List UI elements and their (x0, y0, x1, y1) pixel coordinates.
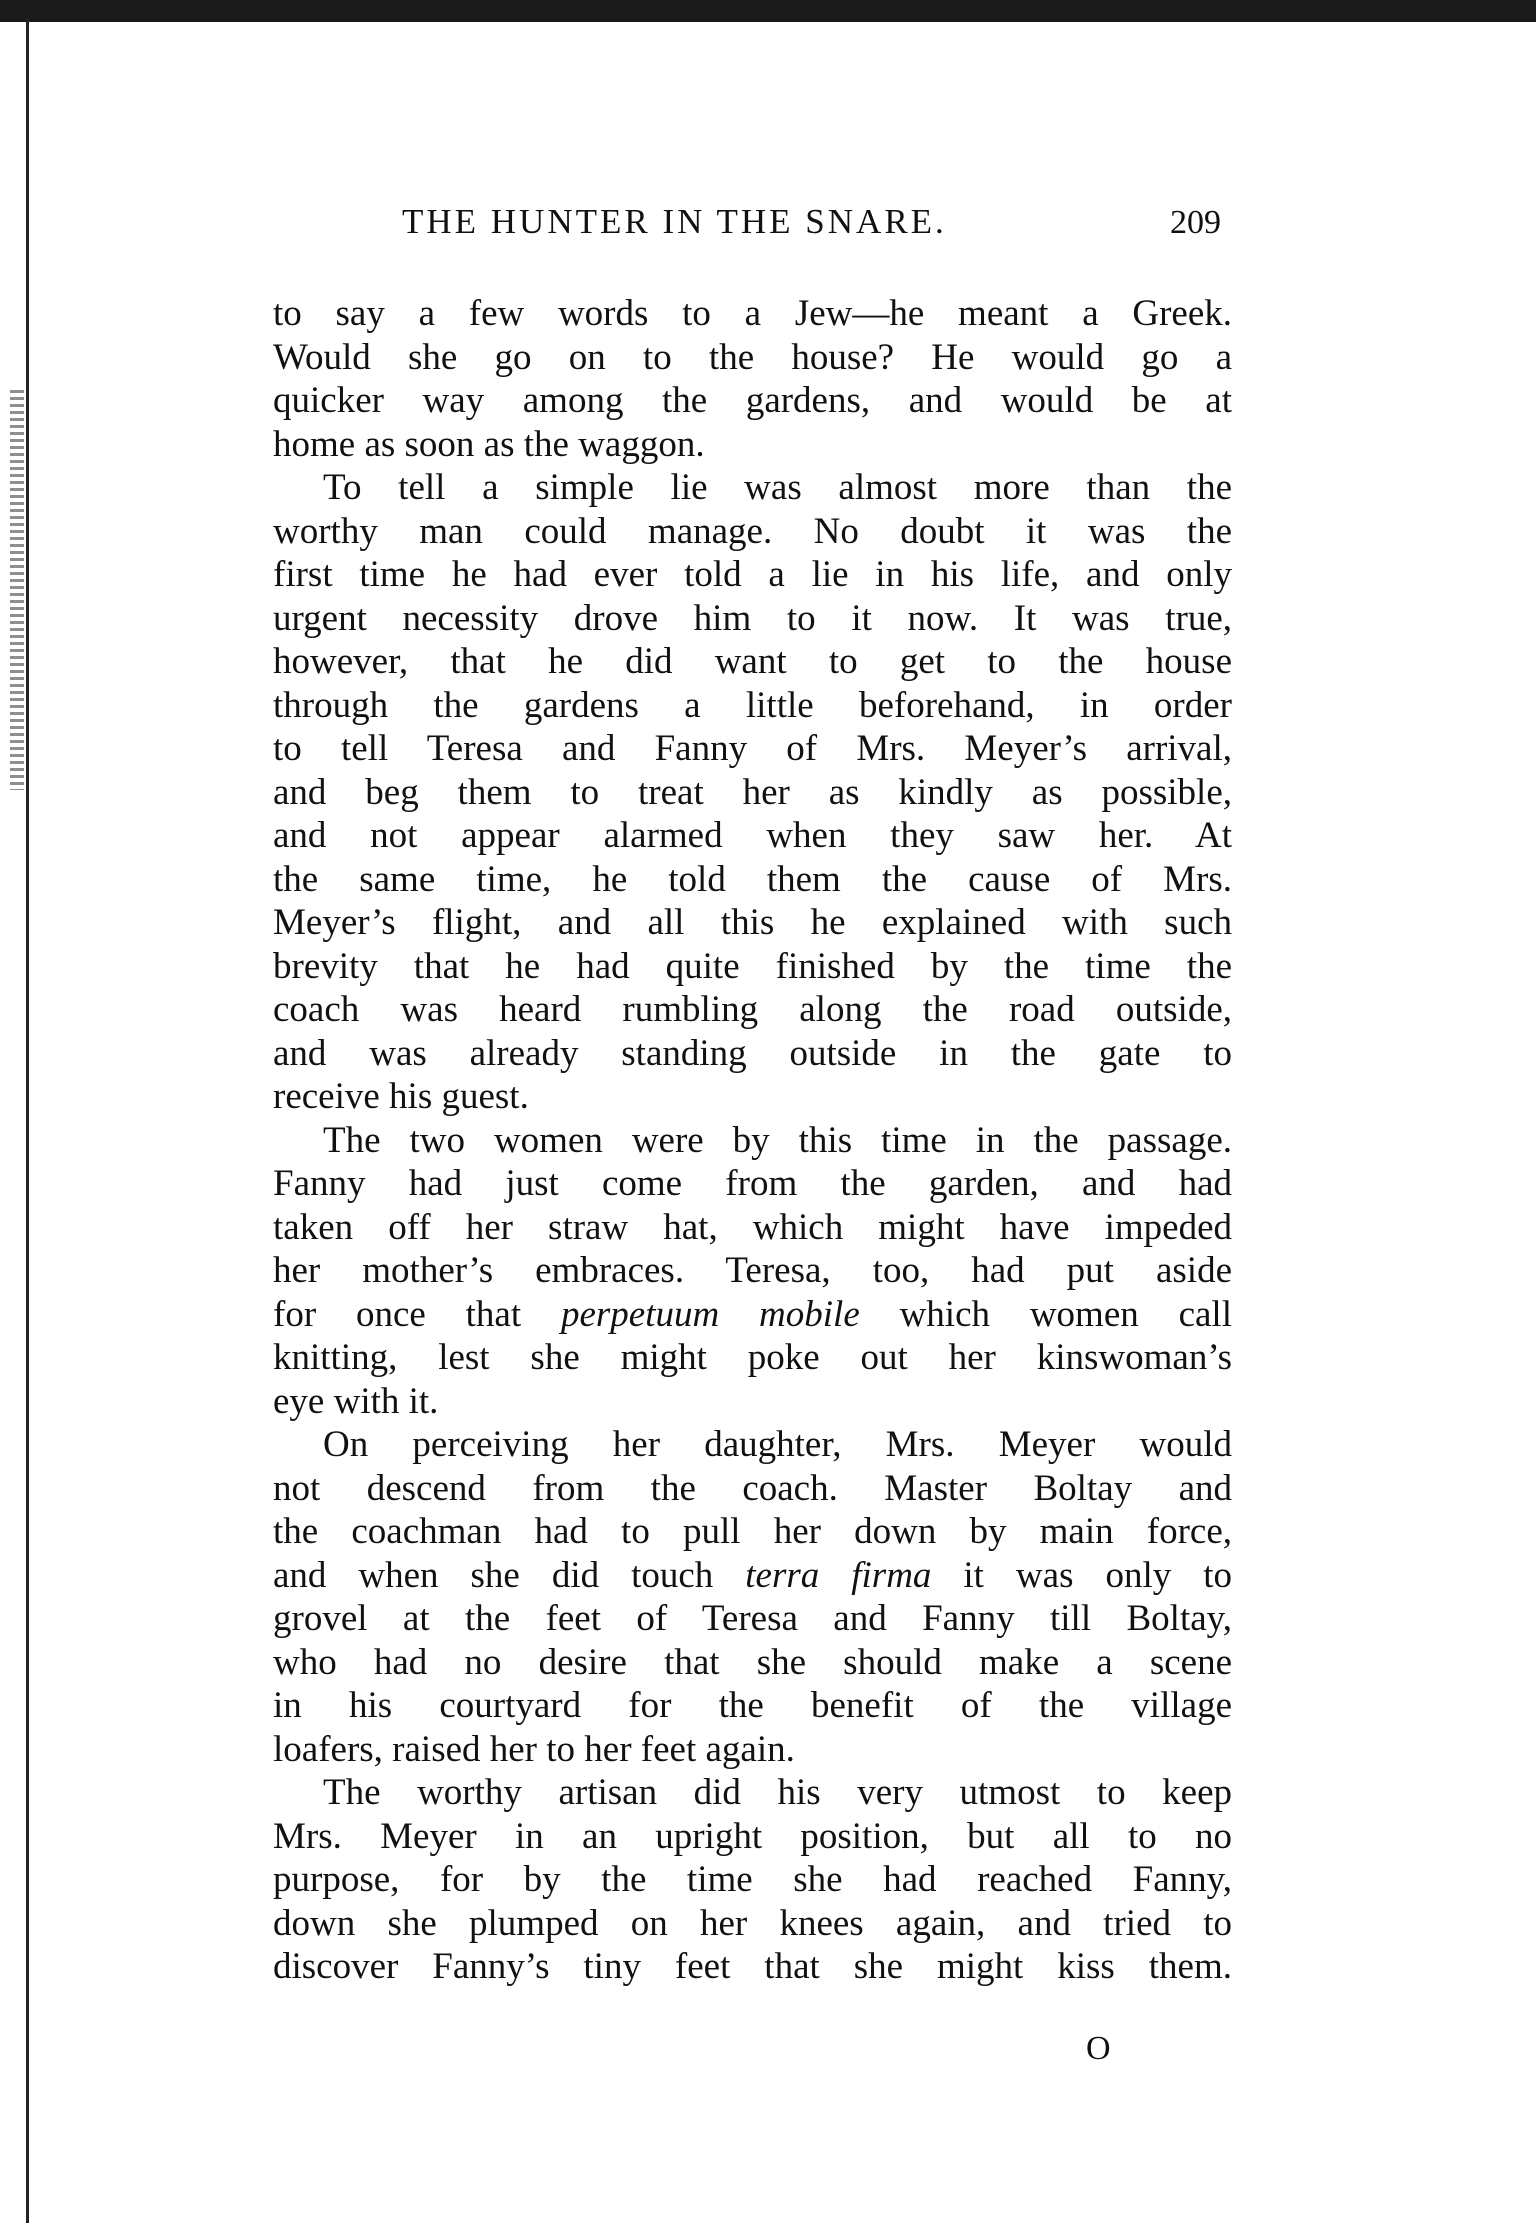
text-run: The two women were by this time in the passage. (323, 1119, 1232, 1161)
text-run: through the gardens a little beforehand, in order (273, 684, 1232, 726)
text-run: and was already standing outside in the gate to (273, 1032, 1232, 1074)
text-run: discover Fanny’s tiny feet that she might kiss them. (273, 1946, 1232, 1987)
running-header: THE HUNTER IN THE SNARE. (402, 202, 947, 241)
text-run: The worthy artisan did his very utmost to keep (323, 1772, 1232, 1813)
text-run: for once that (273, 1293, 561, 1335)
text-line (273, 1162, 1232, 1206)
text-run: the same time, he told them the cause of Mrs. (273, 858, 1232, 900)
page-number: 209 (1170, 204, 1221, 241)
text-run: knitting, lest she might poke out her kinswoman’s (273, 1337, 1232, 1378)
text-line (273, 1249, 1232, 1293)
italic-phrase: terra firma (745, 1554, 932, 1596)
text-line (273, 292, 1232, 336)
text-line (273, 1771, 1232, 1815)
signature-mark: O (1086, 2030, 1111, 2067)
text-line (273, 466, 1232, 510)
text-line (273, 988, 1232, 1032)
text-line (273, 1597, 1232, 1641)
text-run: worthy man could manage. No doubt it was the (273, 510, 1232, 552)
text-run: to tell Teresa and Fanny of Mrs. Meyer’s arrival, (273, 728, 1232, 769)
text-line (273, 1293, 1232, 1337)
binding-shadow (10, 390, 24, 790)
text-run: receive his guest. (273, 1076, 529, 1117)
text-line (273, 1467, 1232, 1511)
text-line (273, 640, 1232, 684)
text-run: purpose, for by the time she had reached Fanny, (273, 1859, 1232, 1900)
text-run: Fanny had just come from the garden, and had (273, 1163, 1232, 1204)
text-line (273, 771, 1232, 815)
text-run: which women call (859, 1293, 1232, 1335)
body-text (273, 292, 1232, 1989)
text-run: Mrs. Meyer in an upright position, but all to no (273, 1815, 1232, 1857)
text-run: urgent necessity drove him to it now. It was true, (273, 597, 1232, 639)
text-line (273, 1815, 1232, 1859)
text-line (273, 1858, 1232, 1902)
text-run: and when she did touch (273, 1554, 746, 1596)
text-run: the coachman had to pull her down by main force, (273, 1511, 1232, 1552)
text-run: eye with it. (273, 1380, 439, 1422)
text-run: her mother’s embraces. Teresa, too, had put aside (273, 1250, 1232, 1291)
text-line (273, 1684, 1232, 1728)
text-line (273, 1510, 1232, 1554)
text-line (273, 1641, 1232, 1685)
text-run: grovel at the feet of Teresa and Fanny till Boltay, (273, 1598, 1232, 1639)
text-line (273, 1945, 1232, 1989)
text-run: it was only to (931, 1554, 1232, 1596)
text-line (273, 1032, 1232, 1076)
text-run: On perceiving her daughter, Mrs. Meyer would (323, 1424, 1232, 1465)
text-line (273, 727, 1232, 771)
text-run: who had no desire that she should make a scene (273, 1641, 1232, 1683)
text-run: Would she go on to the house? He would go a (273, 336, 1232, 378)
text-line (273, 1902, 1232, 1946)
scan-top-edge (0, 0, 1536, 22)
text-run: and beg them to treat her as kindly as possible, (273, 771, 1232, 813)
text-run: coach was heard rumbling along the road outside, (273, 989, 1232, 1030)
text-line (273, 1075, 1232, 1119)
text-run: and not appear alarmed when they saw her. At (273, 815, 1232, 856)
text-run: first time he had ever told a lie in his life, and only (273, 554, 1232, 595)
text-line (273, 1423, 1232, 1467)
text-run: to say a few words to a Jew—he meant a Greek. (273, 293, 1232, 334)
text-run: home as soon as the waggon. (273, 423, 705, 465)
text-run: taken off her straw hat, which might have impeded (273, 1206, 1232, 1248)
text-line (273, 423, 1232, 467)
text-line (273, 684, 1232, 728)
text-line (273, 1206, 1232, 1250)
text-run: down she plumped on her knees again, and tried to (273, 1902, 1232, 1944)
text-line (273, 1336, 1232, 1380)
text-run: quicker way among the gardens, and would be at (273, 380, 1232, 421)
text-line (273, 814, 1232, 858)
text-run: however, that he did want to get to the house (273, 641, 1232, 682)
text-line (273, 858, 1232, 902)
text-line (273, 553, 1232, 597)
text-run: not descend from the coach. Master Boltay and (273, 1467, 1232, 1509)
text-line (273, 945, 1232, 989)
text-run: brevity that he had quite finished by the time the (273, 945, 1232, 987)
text-run: To tell a simple lie was almost more than the (323, 467, 1232, 508)
text-line (273, 1554, 1232, 1598)
italic-phrase: perpetuum mobile (560, 1293, 860, 1335)
text-line (273, 1119, 1232, 1163)
text-line (273, 901, 1232, 945)
text-run: in his courtyard for the benefit of the village (273, 1685, 1232, 1726)
text-line (273, 379, 1232, 423)
text-line (273, 1380, 1232, 1424)
text-run: loafers, raised her to her feet again. (273, 1728, 795, 1770)
text-line (273, 510, 1232, 554)
text-line (273, 336, 1232, 380)
page-gutter-edge (26, 18, 29, 2223)
text-run: Meyer’s flight, and all this he explained with such (273, 902, 1232, 943)
text-line (273, 1728, 1232, 1772)
text-line (273, 597, 1232, 641)
